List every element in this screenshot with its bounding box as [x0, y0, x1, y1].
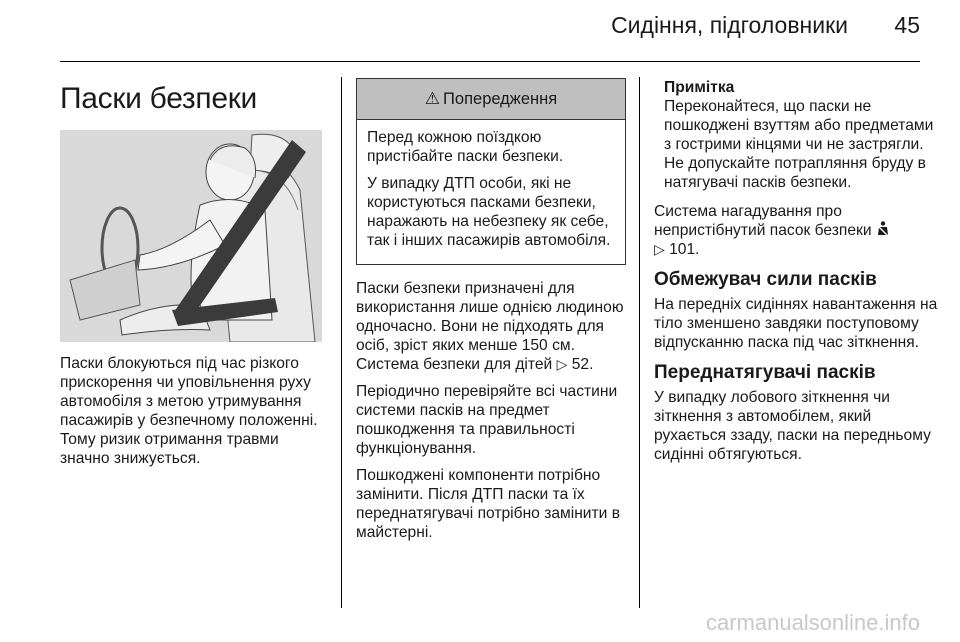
pretensioner-heading: Переднатягувачі пасків [654, 362, 876, 383]
warning-header [357, 79, 625, 120]
limiter-paragraph: На передніх сидіннях навантаження на тіло зменшено завдяки поступовому відпусканню паска під час зіткнення. [654, 296, 938, 351]
usage-page-ref[interactable]: 52. [571, 356, 594, 373]
watermark: carmanualsonline.info [705, 610, 920, 635]
pretensioner-paragraph: У випадку лобового зіткнення чи зіткнення з автомобілем, який рухається ззаду, паски на передньому сидінні обтягуються. [654, 389, 931, 463]
page-number: 45 [894, 12, 920, 38]
inspection-paragraph: Періодично перевіряйте всі частини системи пасків на предмет пошкодження та правильності функціонування. [356, 383, 618, 457]
page-ref-arrow-icon: ▷ [556, 356, 568, 372]
warning-paragraph-2: У випадку ДТП особи, які не користуються пасками безпеки, наражають на небезпеку як себе, так і інших пасажирів автомобіля. [367, 175, 611, 249]
column-2 [356, 78, 626, 550]
reminder-text: Система нагадування про непристібнутий пасок безпеки [654, 203, 872, 239]
column-divider-1 [341, 77, 342, 608]
seatbelt-symbol-icon [876, 222, 890, 239]
intro-paragraph: Паски блокуються під час різкого прискорення чи уповільнення руху автомобіля з метою утримування пасажирів у безпечному положенні. Тому ризик отримання травми значно знижується. [60, 355, 318, 467]
note-block [664, 78, 944, 192]
column-3 [654, 78, 944, 472]
driver-seatbelt-drawing [60, 130, 322, 342]
warning-box [356, 78, 626, 265]
column-1 [60, 82, 330, 476]
column-divider-2 [639, 77, 640, 608]
usage-text: Паски безпеки призначені для використання лише однією людиною одночасно. Вони не підходять для осіб, зріст яких менше 150 см. Система безпеки для дітей [356, 280, 624, 373]
warning-paragraph-1: Перед кожною поїздкою пристібайте паски безпеки. [367, 129, 564, 165]
warning-body [357, 120, 625, 264]
note-title: Примітка [664, 79, 735, 96]
section-heading: Паски безпеки [60, 82, 258, 115]
reminder-paragraph [654, 202, 944, 259]
reminder-page-ref[interactable]: 101. [669, 241, 700, 258]
warning-title: Попередження [443, 89, 558, 108]
usage-paragraph [356, 279, 626, 374]
header-title: Сидіння, підголовники [611, 12, 848, 38]
limiter-heading: Обмежувач сили пасків [654, 269, 877, 290]
note-body: Переконайтеся, що паски не пошкоджені взуттям або предметами з гострими кінцями чи не застрягли. Не допускайте потрапляння бруду в натягувачі пасків безпеки. [664, 98, 934, 191]
replacement-paragraph: Пошкоджені компоненти потрібно замінити. Після ДТП паски та їх переднатягувачі потрібно замінити в майстерні. [356, 467, 620, 541]
header-rule [60, 61, 920, 62]
page-ref-arrow-icon: ▷ [654, 241, 665, 257]
seatbelt-illustration [60, 130, 322, 342]
warning-triangle-icon: ⚠ [424, 89, 441, 108]
